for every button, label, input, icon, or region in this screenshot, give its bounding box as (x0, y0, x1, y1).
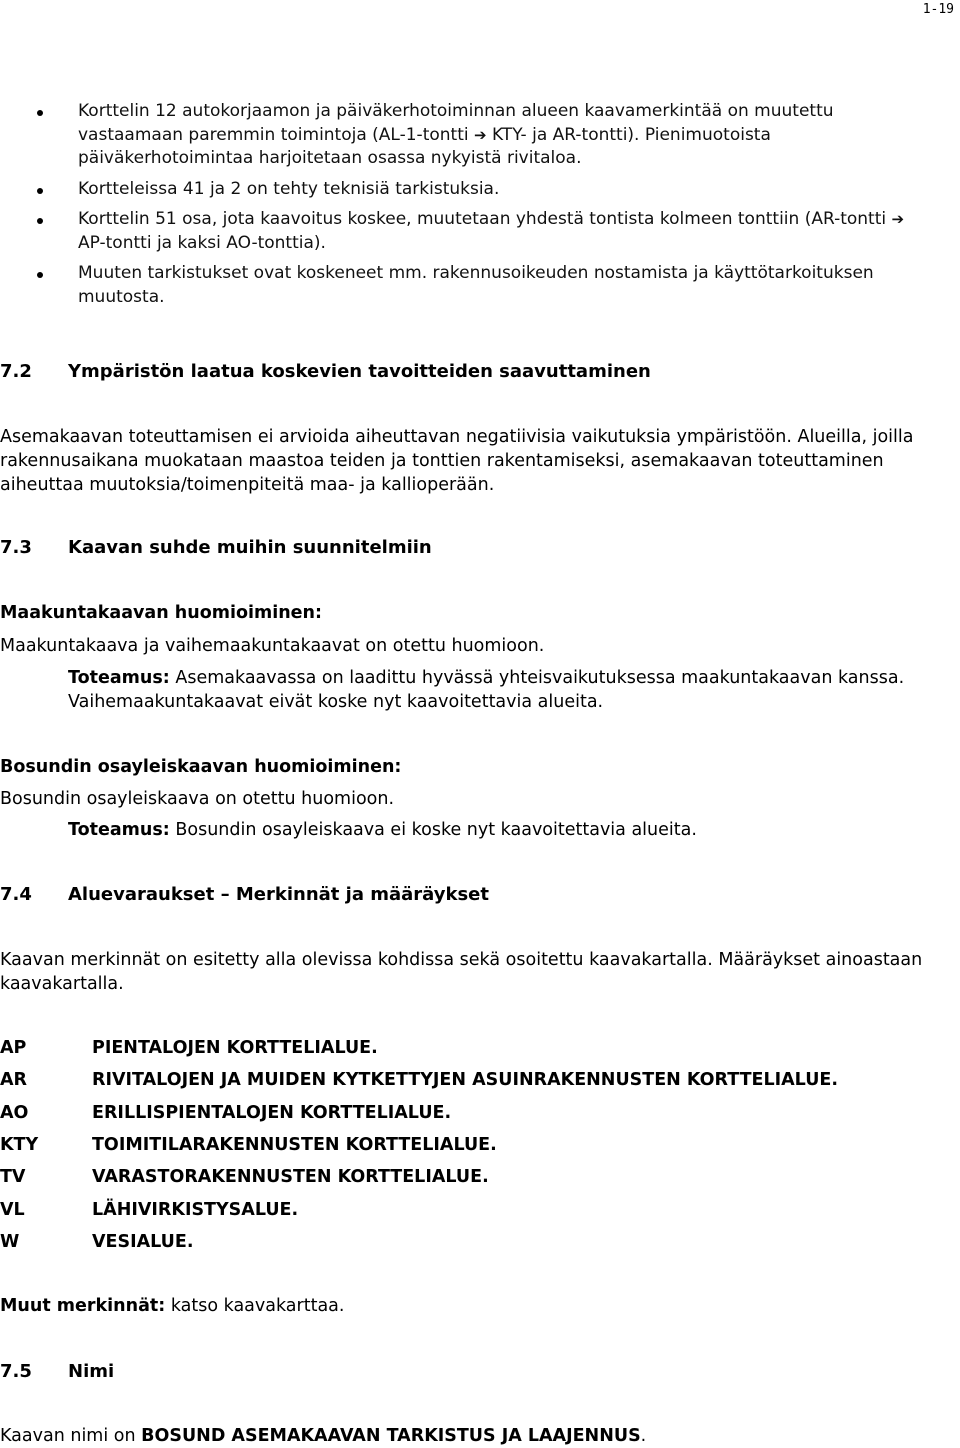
bosund-text: Bosundin osayleiskaava on otettu huomioon. (0, 789, 395, 809)
legend-code: W (0, 1231, 20, 1252)
section-7-4-heading (0, 883, 960, 907)
legend-code: VL (0, 1199, 25, 1220)
maakunta-note (0, 666, 960, 714)
legend-row (0, 1038, 960, 1058)
section-7-5-heading (0, 1360, 960, 1384)
note-text: Asemakaavassa on laadittu hyvässä yhteisvaikutuksessa maakuntakaavan kanssa. Vaihemaakuntakaavat eivät koske nyt kaavoitettavia alueita. (68, 668, 905, 712)
bullet-dot-icon (37, 218, 43, 224)
section-7-5-body (0, 1424, 960, 1448)
bullet-text: Korttelin 51 osa, jota kaavoitus koskee, muutetaan yhdestä tontista kolmeen tonttiin (AR-tontti ➔ AP-tontti ja kaksi AO-tonttia). (78, 209, 905, 253)
section-number: 7.2 (0, 361, 32, 382)
legend-code: KTY (0, 1134, 39, 1155)
muut-label: Muut merkinnät: (0, 1296, 166, 1316)
section-title: Aluevaraukset – Merkinnät ja määräykset (68, 884, 489, 905)
name-prefix: Kaavan nimi on (0, 1426, 142, 1446)
legend-description: PIENTALOJEN KORTTELIALUE. (92, 1038, 378, 1058)
legend-code: TV (0, 1167, 26, 1188)
bullet-text: Kortteleissa 41 ja 2 on tehty teknisiä tarkistuksia. (78, 178, 500, 199)
bullet-text: Muuten tarkistukset ovat koskeneet mm. rakennusoikeuden nostamista ja käyttötarkoituksen muutosta. (78, 263, 874, 307)
legend-description: RIVITALOJEN JA MUIDEN KYTKETTYJEN ASUINRAKENNUSTEN KORTTELIALUE. (92, 1070, 839, 1091)
section-number: 7.4 (0, 884, 32, 905)
maakunta-text: Maakuntakaava ja vaihemaakuntakaavat on otettu huomioon. (0, 636, 545, 656)
legend-description: ERILLISPIENTALOJEN KORTTELIALUE. (92, 1102, 452, 1123)
section-7-2-heading (0, 360, 960, 384)
section-title: Nimi (68, 1361, 115, 1382)
bullet-item (0, 100, 960, 171)
legend-code: AP (0, 1038, 27, 1058)
bullet-dot-icon (37, 110, 43, 116)
section-number: 7.5 (0, 1361, 32, 1382)
bullet-item (0, 262, 960, 309)
section-number: 7.3 (0, 537, 32, 558)
section-7-3-heading (0, 536, 960, 560)
bullet-item (0, 178, 960, 202)
bosund-heading: Bosundin osayleiskaavan huomioiminen: (0, 757, 402, 777)
legend-row (0, 1135, 960, 1155)
bullet-dot-icon (37, 188, 43, 194)
legend-description: LÄHIVIRKISTYSALUE. (92, 1199, 299, 1220)
page-number: 1-19 (922, 2, 954, 17)
note-label: Toteamus: (68, 820, 170, 840)
legend-row (0, 1070, 960, 1090)
legend-code: AR (0, 1070, 28, 1091)
section-title: Kaavan suhde muihin suunnitelmiin (68, 537, 432, 558)
maakunta-heading: Maakuntakaavan huomioiminen: (0, 603, 322, 623)
legend-description: VESIALUE. (92, 1231, 194, 1252)
legend-code: AO (0, 1102, 29, 1123)
note-label: Toteamus: (68, 668, 170, 688)
legend-row (0, 1103, 960, 1123)
bullet-item (0, 208, 960, 255)
bullet-list (0, 100, 960, 316)
section-7-2-body: Asemakaavan toteuttamisen ei arvioida aiheuttavan negatiivisia vaikutuksia ympäristöön. Alueilla, joilla rakennusaikana muokataan maastoa teiden ja tonttien rakentamiseksi, asemakaavan toteuttaminen aiheuttaa muutoksia/toimenpiteitä maa- ja kallioperään. (0, 427, 914, 495)
legend-row (0, 1232, 960, 1252)
plan-name: BOSUND ASEMAKAAVAN TARKISTUS JA LAAJENNUS (141, 1426, 641, 1446)
bullet-dot-icon (37, 272, 43, 278)
legend-description: VARASTORAKENNUSTEN KORTTELIALUE. (92, 1167, 489, 1188)
legend-row (0, 1167, 960, 1187)
bosund-note (0, 818, 960, 842)
legend-row (0, 1200, 960, 1220)
legend-description: TOIMITILARAKENNUSTEN KORTTELIALUE. (92, 1134, 497, 1155)
muut-merkinnat (0, 1294, 960, 1318)
name-suffix: . (640, 1426, 647, 1446)
note-text: Bosundin osayleiskaava ei koske nyt kaavoitettavia alueita. (169, 820, 697, 840)
section-7-4-body: Kaavan merkinnät on esitetty alla olevissa kohdissa sekä osoitettu kaavakartalla. Määräykset ainoastaan kaavakartalla. (0, 950, 923, 994)
muut-text: katso kaavakarttaa. (165, 1296, 345, 1316)
bullet-text: Korttelin 12 autokorjaamon ja päiväkerhotoiminnan alueen kaavamerkintää on muutettu vastaamaan paremmin toimintoja (AL-1-tontti ➔ KTY- ja AR-tontti). Pienimuotoista päiväkerhotoimintaa harjoitetaan osassa nykyistä rivitaloa. (78, 101, 834, 168)
section-title: Ympäristön laatua koskevien tavoitteiden saavuttaminen (68, 361, 651, 382)
